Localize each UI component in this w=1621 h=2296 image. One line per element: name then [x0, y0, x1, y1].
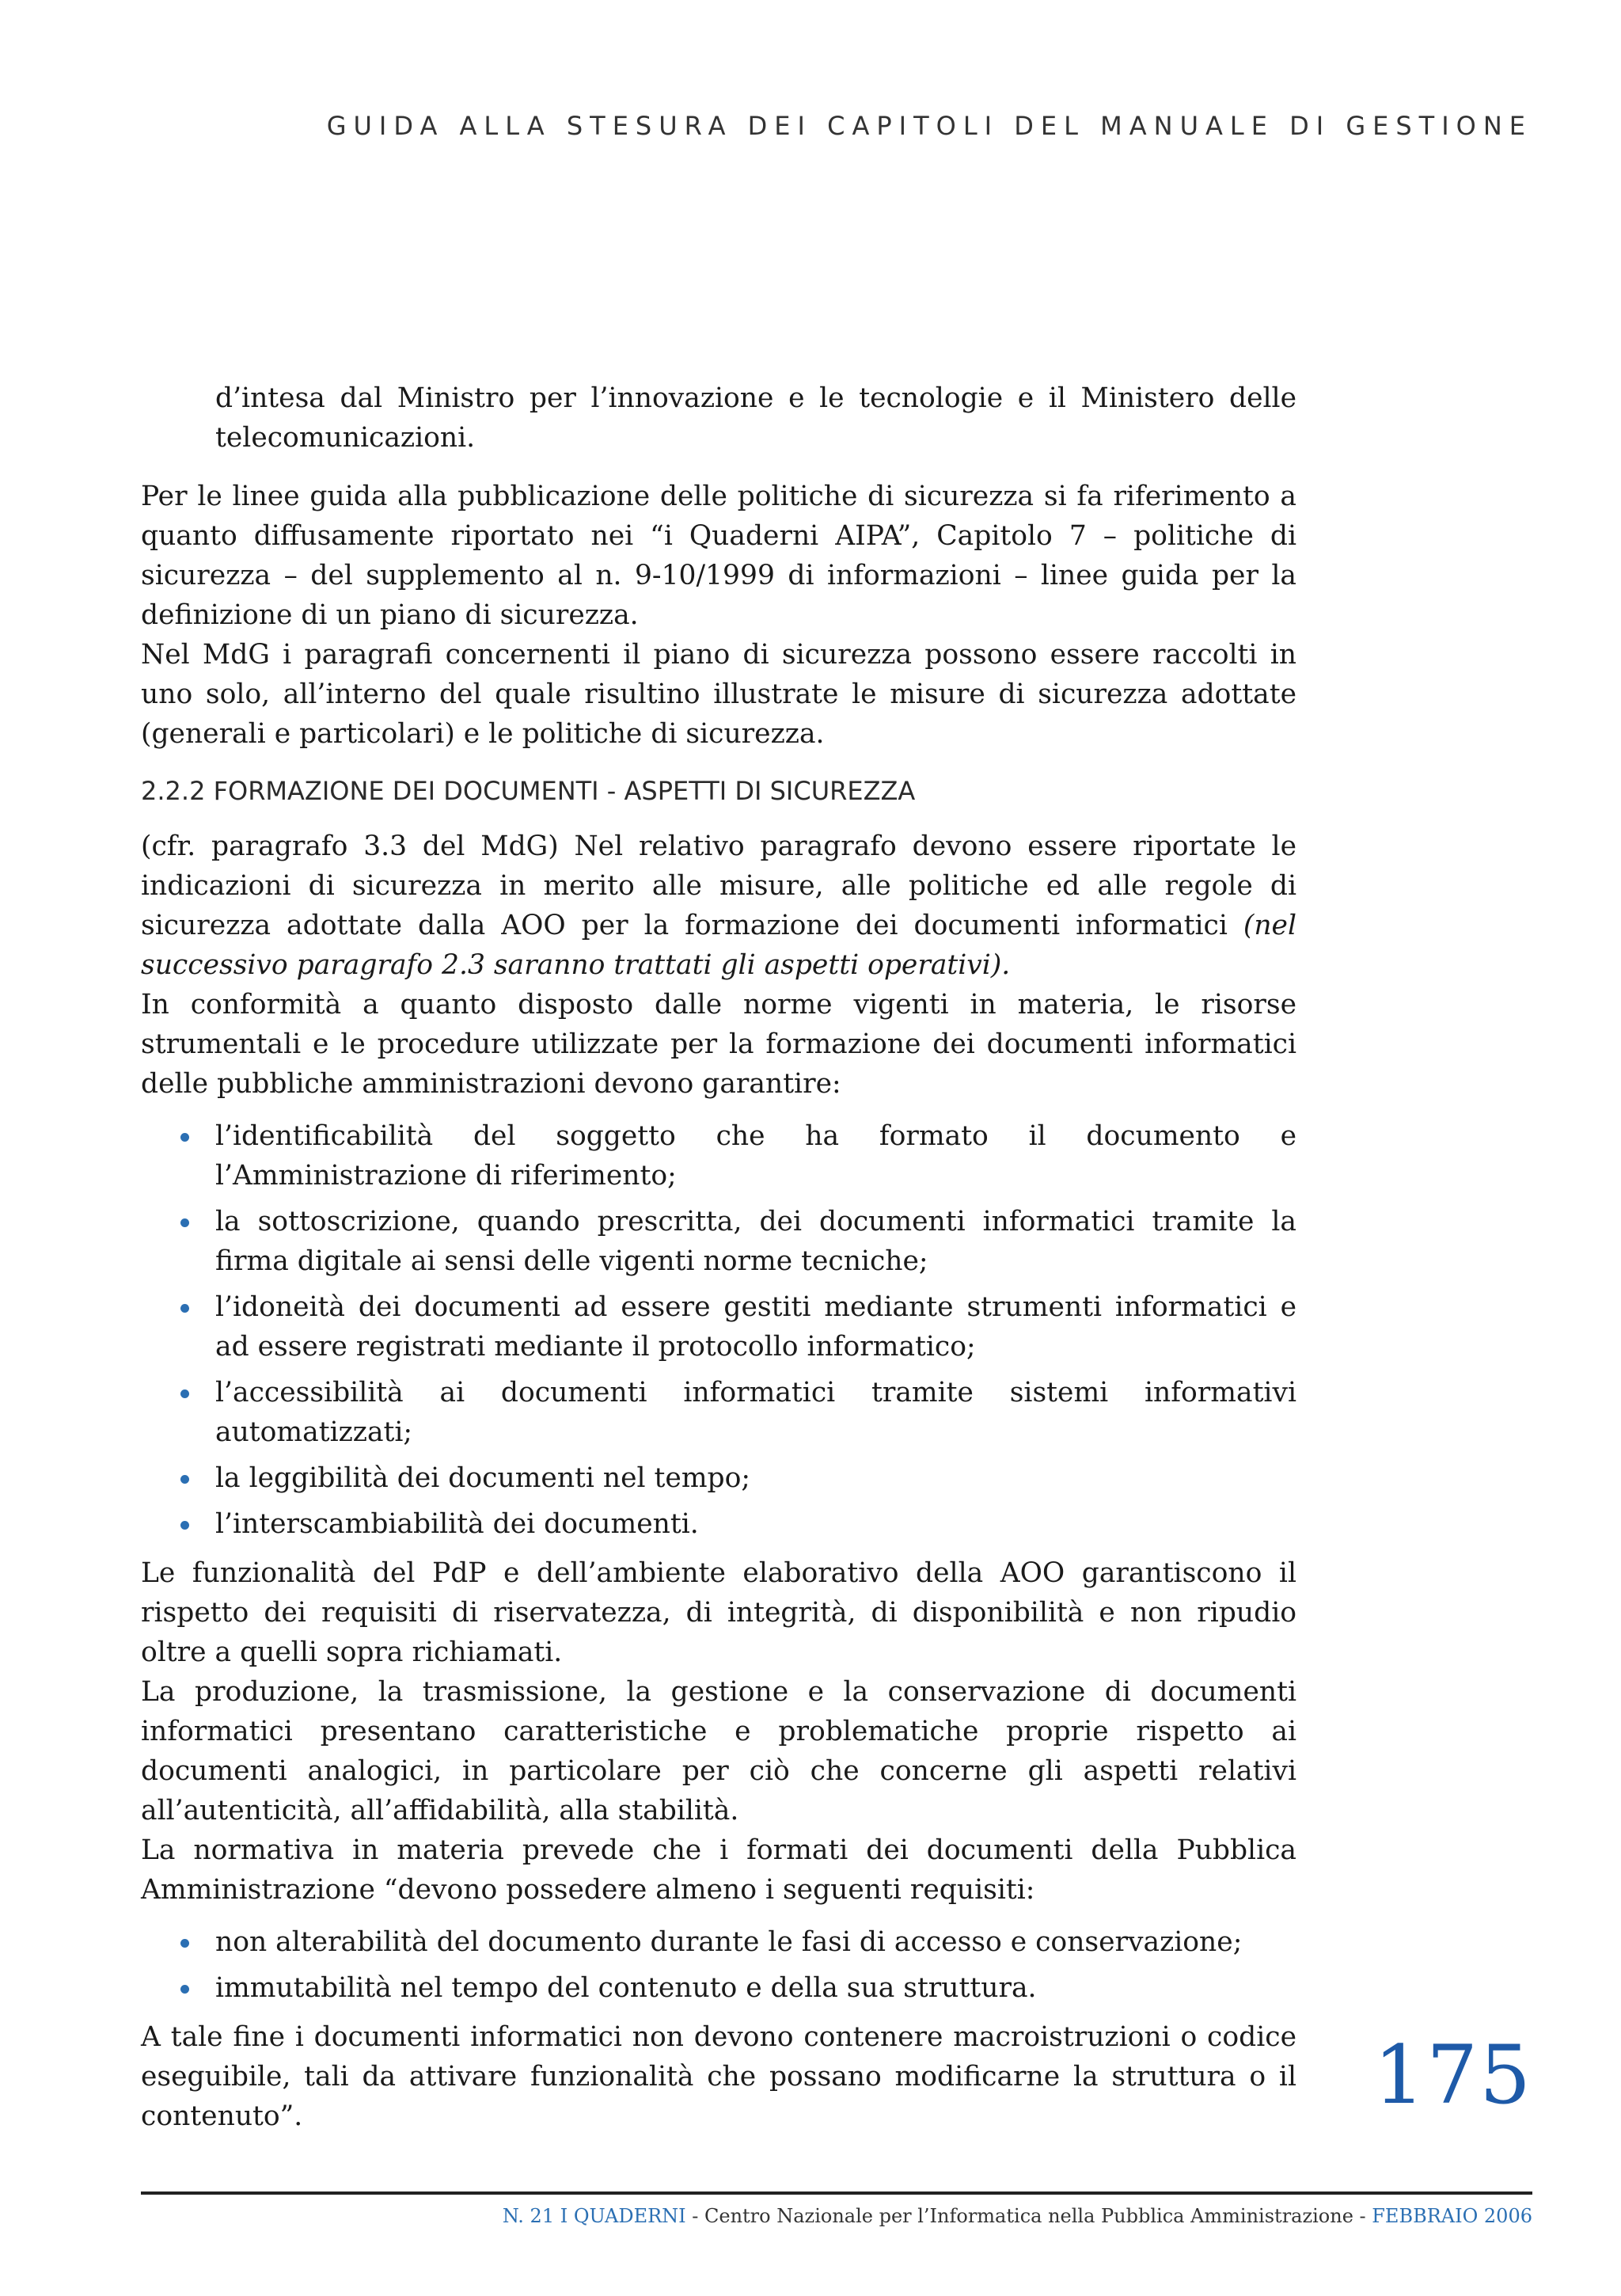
footer-separator: -: [1353, 2205, 1372, 2227]
section-heading: 2.2.2 FORMAZIONE DEI DOCUMENTI - ASPETTI DI SICUREZZA: [141, 776, 916, 806]
bullet-icon: [180, 1939, 189, 1948]
paragraph-closing: A tale fine i documenti informatici non devono contenere macroistruzioni o codice eseguibile, tali da attivare funzionalità che possano modificarne la struttura o il contenuto”.: [141, 2021, 1296, 2132]
bullet-icon: [180, 1218, 189, 1227]
list-item-text: la leggibilità dei documenti nel tempo;: [215, 1462, 751, 1494]
list-item: [141, 1202, 1296, 1281]
list-item-text: la sottoscrizione, quando prescritta, dei documenti informatici tramite la firma digitale ai sensi delle vigenti norme tecniche;: [215, 1206, 1296, 1277]
list-item-text: l’idoneità dei documenti ad essere gestiti mediante strumenti informatici e ad essere registrati mediante il protocollo informatico;: [215, 1291, 1296, 1363]
requirements-list: [141, 1116, 1296, 1544]
list-item: [141, 1458, 1296, 1498]
bullet-icon: [180, 1521, 189, 1530]
section-intro-italic: (nel successivo paragrafo 2.3 saranno trattati gli aspetti operativi).: [141, 910, 1296, 981]
section-intro-text: (cfr. paragrafo 3.3 del MdG) Nel relativo paragrafo devono essere riportate le indicazioni di sicurezza in merito alle misure, alle politiche ed alle regole di sicurezza adottate dalla AOO per la formazione dei documenti informatici: [141, 831, 1296, 941]
paragraph-security-guidelines: Per le linee guida alla pubblicazione delle politiche di sicurezza si fa riferimento a quanto diffusamente riportato nei “i Quaderni AIPA”, Capitolo 7 – politiche di sicurezza – del supplemento al n. 9-10/1999 di informazioni – linee guida per la definizione di un piano di sicurezza.: [141, 481, 1296, 631]
footer-separator: -: [685, 2205, 705, 2227]
bullet-icon: [180, 1304, 189, 1313]
running-header: GUIDA ALLA STESURA DEI CAPITOLI DEL MANUALE DI GESTIONE: [326, 111, 1532, 141]
list-item: [141, 1922, 1296, 1962]
section-intro: [141, 827, 1296, 985]
body-text: [141, 378, 1296, 2136]
bullet-icon: [180, 1133, 189, 1142]
list-item-text: l’interscambiabilità dei documenti.: [215, 1508, 699, 1540]
page-number: 175: [1373, 2028, 1532, 2123]
footer-publisher: Centro Nazionale per l’Informatica nella Pubblica Amministrazione: [704, 2205, 1353, 2227]
list-item: [141, 1116, 1296, 1196]
footer-issue: N. 21 I QUADERNI: [502, 2205, 686, 2227]
list-item-text: immutabilità nel tempo del contenuto e della sua struttura.: [215, 1972, 1037, 2004]
list-item: [141, 1968, 1296, 2008]
list-item: [141, 1287, 1296, 1367]
paragraph-production: La produzione, la trasmissione, la gestione e la conservazione di documenti informatici presentano caratteristiche e problematiche proprie rispetto ai documenti analogici, in particolare per ciò che concerne gli aspetti relativi all’autenticità, all’affidabilità, alla stabilità.: [141, 1676, 1296, 1827]
paragraph-gap: [141, 458, 1296, 477]
paragraph-security-plan: Nel MdG i paragrafi concernenti il piano di sicurezza possono essere raccolti in uno solo, all’interno del quale risultino illustrate le misure di sicurezza adottate (generali e particolari) e le politiche di sicurezza.: [141, 639, 1296, 750]
list-item-text: non alterabilità del documento durante le fasi di accesso e conservazione;: [215, 1926, 1243, 1958]
list-item-text: l’accessibilità ai documenti informatici tramite sistemi informativi automatizzati;: [215, 1377, 1296, 1448]
list-item: [141, 1373, 1296, 1452]
bullet-icon: [180, 1475, 189, 1484]
list-item: [141, 1504, 1296, 1544]
format-requirements-list: [141, 1922, 1296, 2008]
paragraph-conformity: In conformità a quanto disposto dalle norme vigenti in materia, le risorse strumentali e le procedure utilizzate per la formazione dei documenti informatici delle pubbliche amministrazioni devono garantire:: [141, 989, 1296, 1100]
list-item-text: l’identificabilità del soggetto che ha formato il documento e l’Amministrazione di riferimento;: [215, 1120, 1296, 1192]
footer-divider: [141, 2191, 1532, 2195]
footer-date: FEBBRAIO 2006: [1372, 2205, 1532, 2227]
bullet-icon: [180, 1389, 189, 1398]
paragraph-functionality: Le funzionalità del PdP e dell’ambiente elaborativo della AOO garantiscono il rispetto dei requisiti di riservatezza, di integrità, di disponibilità e non ripudio oltre a quelli sopra richiamati.: [141, 1557, 1296, 1668]
continued-text: d’intesa dal Ministro per l’innovazione e le tecnologie e il Ministero delle telecomunicazioni.: [215, 382, 1296, 454]
paragraph-normative: La normativa in materia prevede che i formati dei documenti della Pubblica Amministrazione “devono possedere almeno i seguenti requisiti:: [141, 1834, 1296, 1906]
bullet-icon: [180, 1985, 189, 1994]
footer: [503, 2205, 1532, 2227]
